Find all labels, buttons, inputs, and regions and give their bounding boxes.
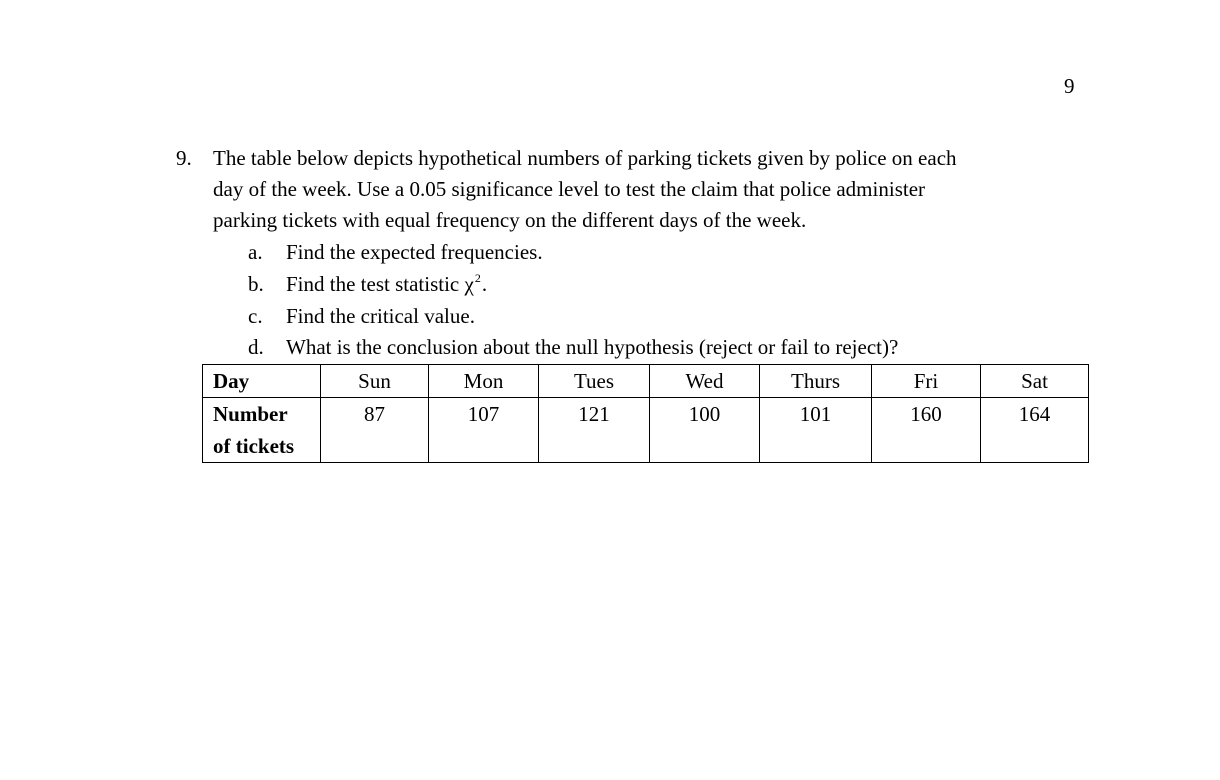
table-cell: 164 [981, 398, 1089, 463]
table-row [203, 398, 1089, 463]
table-cell: Fri [872, 365, 981, 398]
part-text: What is the conclusion about the null hypothesis (reject or fail to reject)? [286, 335, 899, 359]
part-text: Find the expected frequencies. [286, 240, 543, 264]
question-line: day of the week. Use a 0.05 significance level to test the claim that police administer [213, 177, 926, 201]
tickets-table [202, 364, 1089, 463]
page-number: 9 [1064, 74, 1075, 98]
part-label: b. [248, 272, 264, 296]
superscript: 2 [474, 271, 481, 285]
row-header: Number of tickets [203, 398, 321, 463]
table-row [203, 365, 1089, 398]
row-header: Day [203, 365, 321, 398]
table-cell: 107 [429, 398, 539, 463]
table-cell: Tues [539, 365, 650, 398]
table-cell: 100 [650, 398, 760, 463]
table-cell: 121 [539, 398, 650, 463]
part-text: Find the critical value. [286, 304, 475, 328]
part-text-main: Find the test statistic χ [286, 272, 474, 296]
table-cell: Sun [321, 365, 429, 398]
question-line: The table below depicts hypothetical numbers of parking tickets given by police on each [213, 146, 957, 170]
table-cell: Thurs [760, 365, 872, 398]
part-label: c. [248, 304, 263, 328]
table-cell: 160 [872, 398, 981, 463]
table-cell: Mon [429, 365, 539, 398]
table-cell: 87 [321, 398, 429, 463]
table-cell: 101 [760, 398, 872, 463]
table-cell: Wed [650, 365, 760, 398]
part-text-b [286, 272, 487, 296]
part-suffix: . [481, 272, 488, 296]
question-line: parking tickets with equal frequency on the different days of the week. [213, 208, 807, 232]
table-cell: Sat [981, 365, 1089, 398]
question-number: 9. [176, 146, 192, 170]
part-label: d. [248, 335, 264, 359]
part-label: a. [248, 240, 263, 264]
